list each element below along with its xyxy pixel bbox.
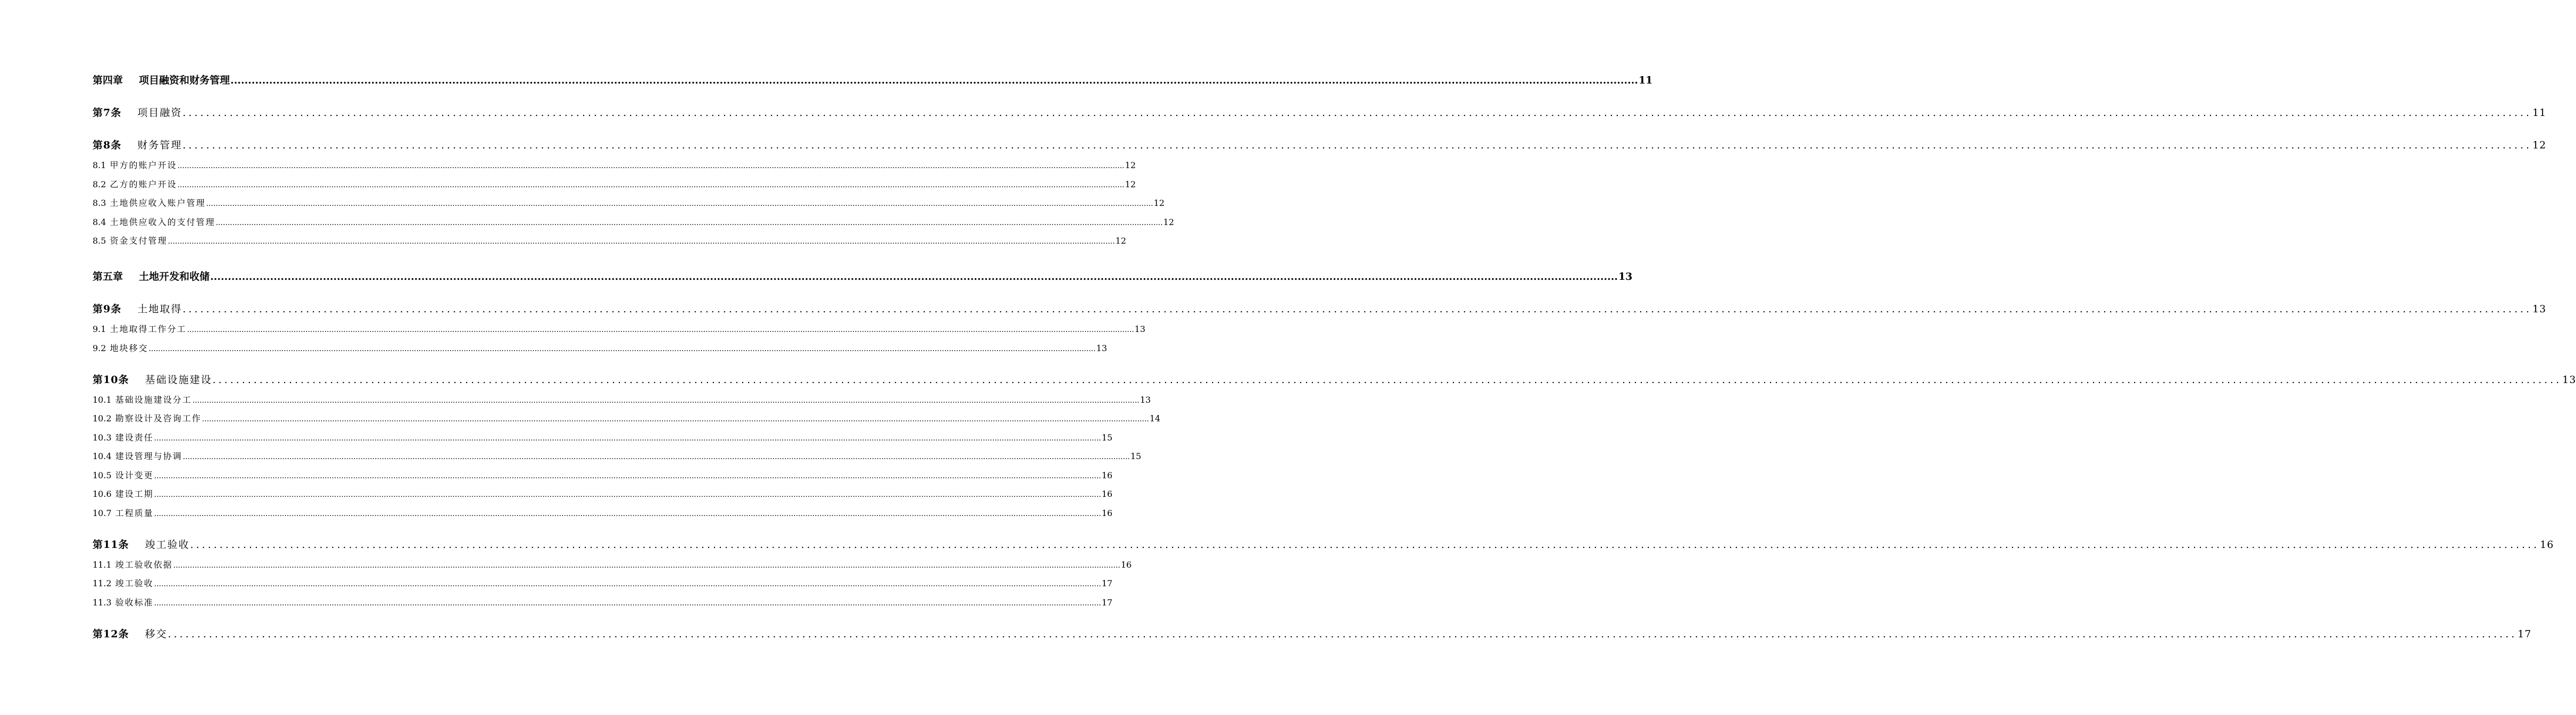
toc-title: 工程质量 [115,508,154,518]
dot-leader: ................................................................................................................................................................................................................................................................................................................................................................................................................ [154,599,1101,608]
dot-leader: ................................................................................................................................................................................................................................................................................................................................................................................................................ [192,396,1140,405]
toc-title: 基础设施建设分工 [115,395,192,405]
dot-leader: ................................................................................................................................................................................................................................................................................................................................................................................................................ [173,561,1120,570]
toc-entry-subsection[interactable] [93,393,1151,405]
toc-page-number: 17 [2517,628,2532,640]
toc-page-number: 17 [1101,578,1113,588]
toc-number: 10.1 [93,395,112,405]
toc-page-number: 12 [1125,179,1136,189]
toc-title: 土地供应收入的支付管理 [110,217,215,227]
toc-page-number: 12 [1153,198,1165,208]
toc-number: 11.1 [93,560,112,570]
toc-page-number: 11 [2532,107,2547,119]
toc-entry-article[interactable] [93,137,2547,152]
toc-entry-subsection[interactable] [93,469,1113,481]
toc-entry-chapter[interactable] [93,72,1653,87]
toc-entry-article[interactable] [93,537,2554,551]
toc-entry-subsection[interactable] [93,577,1113,589]
toc-entry-subsection[interactable] [93,215,1174,228]
toc-entry-subsection[interactable] [93,322,1145,335]
toc-title: 项目融资 [137,107,182,119]
dot-leader: ................................................................................................................................................................................................................................................................................................................................................................................................................ [177,162,1125,170]
toc-entry-subsection[interactable] [93,196,1165,209]
toc-number: 11.2 [93,578,112,588]
toc-number: 9.2 [93,343,106,353]
dot-leader: ................................................................................................................................................................................................................................................................................................................................................................................................................ [154,510,1101,518]
dot-leader: ................................................................................................................................................................................................................................................................................................................................................................................................................ [182,107,2532,119]
toc-title: 甲方的账户开设 [110,160,177,170]
toc-page-number: 13 [1134,324,1145,334]
toc-page-number: 11 [1638,74,1653,86]
toc-title: 土地取得 [137,303,182,315]
toc-entry-subsection[interactable] [93,159,1136,171]
toc-number: 10.3 [93,433,112,443]
toc-entry-article[interactable] [93,372,2576,386]
toc-number: 第8条 [93,139,122,151]
toc-number: 第12条 [93,628,129,640]
toc-title: 勘察设计及咨询工作 [115,413,202,423]
toc-number: 11.3 [93,597,112,608]
dot-leader: ................................................................................................................................................................................................................................................................................................................................................................................................................ [168,628,2517,640]
toc-page-number: 13 [1140,395,1151,405]
toc-page-number: 16 [1101,470,1113,480]
toc-page-number: 16 [1101,489,1113,499]
toc-title: 建设管理与协调 [115,451,182,461]
dot-leader: ................................................................................................................................................................................................................................................................................................................................................................................................................ [154,580,1101,588]
toc-page-number: 13 [1618,271,1633,282]
dot-leader: ................................................................................................................................................................................................................................................................................................................................................................................................................ [154,434,1101,443]
toc-entry-subsection[interactable] [93,596,1113,608]
toc-entry-subsection[interactable] [93,342,1107,354]
toc-title: 竣工验收 [115,578,154,588]
toc-number: 10.6 [93,489,112,499]
toc-title: 财务管理 [137,139,182,151]
toc-entry-subsection[interactable] [93,412,1161,424]
toc-title: 地块移交 [110,343,148,353]
toc-page-number: 12 [2532,139,2547,151]
toc-page-number: 13 [1096,343,1107,353]
dot-leader: ................................................................................................................................................................................................................................................................................................................................................................................................................ [212,374,2562,386]
toc-title: 建设责任 [115,433,154,443]
toc-number: 8.3 [93,198,106,208]
toc-number: 8.4 [93,217,106,227]
dot-leader: ................................................................................................................................................................................................................................................................................................................................................................................................................ [154,472,1101,480]
toc-number: 第9条 [93,303,122,315]
dot-leader: ................................................................................................................................................................................................................................................................................................................................................................................................................ [187,326,1134,334]
toc-number: 10.2 [93,413,112,423]
toc-page-number: 13 [2562,374,2576,386]
dot-leader: ................................................................................................................................................................................................................................................................................................................................................................................................................ [182,303,2532,315]
toc-page-number: 17 [1101,597,1113,608]
dot-leader: ................................................................................................................................................................................................................................................................................................................................................................................................................ [202,415,1149,423]
toc-page-number: 13 [2532,303,2547,315]
toc-entry-subsection[interactable] [93,431,1113,443]
toc-entry-article[interactable] [93,105,2547,119]
toc-page-number: 16 [2540,539,2554,551]
toc-number: 8.2 [93,179,106,189]
toc-number: 10.7 [93,508,112,518]
dot-leader: ................................................................................................................................................................................................................................................................................................................................................................................................................ [182,139,2532,151]
toc-title: 项目融资和财务管理 [139,74,230,86]
toc-entry-article[interactable] [93,626,2532,641]
dot-leader: ................................................................................................................................................................................................................................................................................................................................................................................................................ [168,237,1115,246]
toc-number: 第11条 [93,539,129,551]
toc-page-number: 12 [1163,217,1174,227]
toc-number: 9.1 [93,324,106,334]
toc-title: 土地取得工作分工 [110,324,187,334]
dot-leader: ................................................................................................................................................................................................................................................................................................................................................................................................................ [154,490,1101,499]
toc-page-number: 16 [1101,508,1113,518]
toc-entry-subsection[interactable] [93,234,1126,246]
toc-page-number: 14 [1149,413,1161,423]
toc-page-number: 15 [1130,451,1142,461]
toc-entry-article[interactable] [93,301,2547,315]
dot-leader: ................................................................................................................................................................................................................................................................................................................................................................................................................ [230,74,1638,86]
toc-number: 第10条 [93,374,129,386]
toc-page-number: 15 [1101,433,1113,443]
toc-title: 竣工验收依据 [115,560,173,570]
dot-leader: ................................................................................................................................................................................................................................................................................................................................................................................................................ [190,539,2540,551]
toc-entry-subsection[interactable] [93,558,1132,570]
toc-number: 10.5 [93,470,112,480]
dot-leader: ................................................................................................................................................................................................................................................................................................................................................................................................................ [206,199,1153,208]
toc-entry-subsection[interactable] [93,178,1136,190]
toc-number: 8.5 [93,236,106,246]
toc-title: 基础设施建设 [145,374,212,386]
toc-page-number: 16 [1120,560,1132,570]
toc-title: 资金支付管理 [110,236,168,246]
toc-title: 竣工验收 [145,539,190,551]
toc-title: 土地开发和收储 [139,271,210,282]
toc-page-number: 12 [1115,236,1126,246]
dot-leader: ................................................................................................................................................................................................................................................................................................................................................................................................................ [148,345,1096,353]
toc-title: 土地供应收入账户管理 [110,198,206,208]
dot-leader: ................................................................................................................................................................................................................................................................................................................................................................................................................ [182,453,1130,461]
toc-page-number: 12 [1125,160,1136,170]
toc-number: 第四章 [93,74,123,86]
toc-entry-chapter[interactable] [93,269,1633,283]
toc-title: 移交 [145,628,168,640]
toc-entry-subsection[interactable] [93,450,1142,462]
toc-title: 设计变更 [115,470,154,480]
toc-entry-subsection[interactable] [93,487,1113,500]
toc-number: 10.4 [93,451,112,461]
toc-number: 第五章 [93,271,123,282]
toc-title: 验收标准 [115,597,154,608]
toc-number: 第7条 [93,107,122,119]
dot-leader: ................................................................................................................................................................................................................................................................................................................................................................................................................ [177,181,1125,189]
toc-title: 乙方的账户开设 [110,179,177,189]
dot-leader: ................................................................................................................................................................................................................................................................................................................................................................................................................ [215,219,1163,227]
dot-leader: ................................................................................................................................................................................................................................................................................................................................................................................................................ [210,271,1618,282]
toc-number: 8.1 [93,160,106,170]
toc-title: 建设工期 [115,489,154,499]
toc-entry-subsection[interactable] [93,506,1113,519]
